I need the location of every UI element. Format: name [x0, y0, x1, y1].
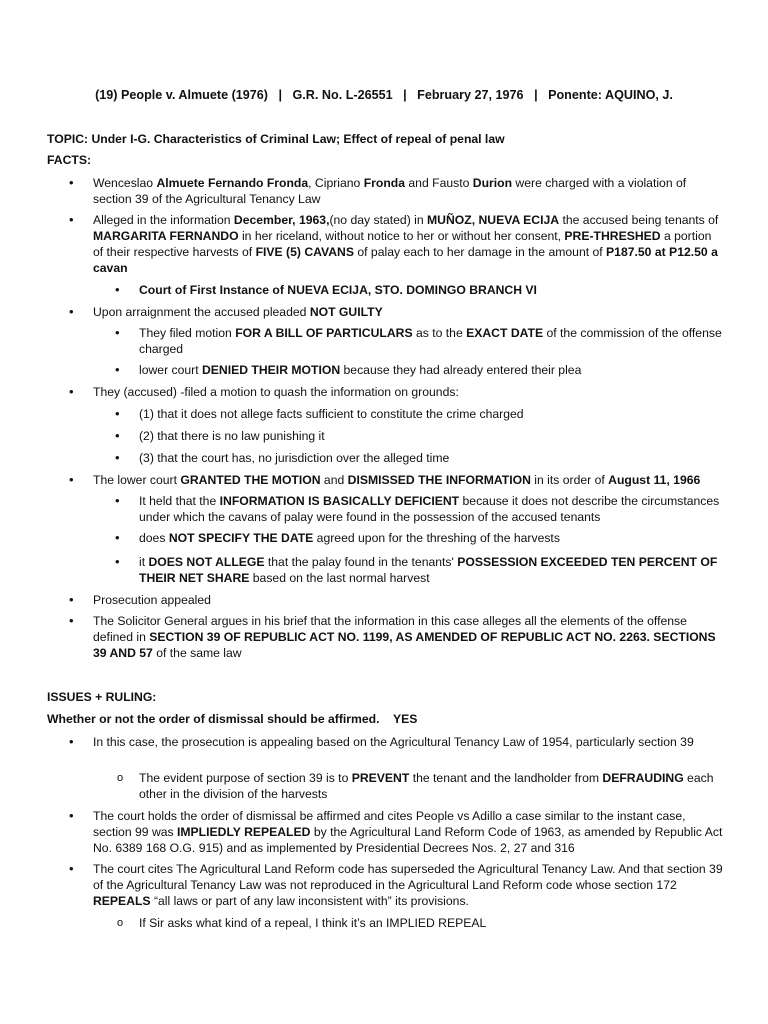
bullet-icon: • — [69, 808, 74, 823]
gr-number: G.R. No. L-26551 — [292, 88, 393, 102]
separator: | — [278, 88, 283, 102]
bullet-icon: • — [69, 592, 74, 607]
list-item: • it DOES NOT ALLEGE that the palay found in the tenants' POSSESSION EXCEEDED TEN PERCENT OF THEIR NET SHARE based on the last normal harvest — [115, 554, 718, 585]
bullet-icon: • — [115, 493, 120, 508]
list-item: • In this case, the prosecution is appealing based on the Agricultural Tenancy Law of 1954, particularly section 39 — [69, 734, 694, 749]
list-item: o If Sir asks what kind of a repeal, I think it’s an IMPLIED REPEAL — [117, 916, 487, 930]
list-item: o The evident purpose of section 39 is to PREVENT the tenant and the landholder from DEFRAUDING each other in the division of the harvests — [117, 771, 714, 801]
circle-bullet-icon: o — [117, 917, 124, 929]
list-item: • (1) that it does not allege facts sufficient to constitute the crime charged — [115, 406, 524, 421]
list-item: • The Solicitor General argues in his brief that the information in this case alleges all the elements of the offense defined in SECTION 39 OF REPUBLIC ACT NO. 1199, AS AMENDED OF REPUBLIC ACT NO. 2263. SECTIONS 39 AND 57 of the same law — [69, 613, 716, 660]
case-title: (19) People v. Almuete (1976) — [95, 88, 268, 102]
bullet-icon: • — [115, 530, 120, 545]
bullet-icon: • — [115, 406, 120, 421]
facts-heading: FACTS: — [47, 153, 92, 167]
list-item: • lower court DENIED THEIR MOTION because they had already entered their plea — [115, 362, 582, 377]
separator: | — [403, 88, 407, 102]
bullet-icon: • — [115, 362, 120, 377]
list-item: • Wenceslao Almuete Fernando Fronda, Cipriano Fronda and Fausto Durion were charged with a violation of section 39 of the Agricultural Tenancy Law — [69, 175, 687, 206]
list-item: • Alleged in the information December, 1963,(no day stated) in MUÑOZ, NUEVA ECIJA the accused being tenants of MARGARITA FERNANDO in her riceland, without notice to her or without her consent, PRE-THRESHED a portion of their respective harvests of FIVE (5) CAVANS of palay each to her damage in the amount of P187.50 at P12.50 a cavan — [69, 212, 719, 275]
bullet-icon: • — [115, 428, 120, 443]
bullet-icon: • — [69, 175, 74, 190]
case-date: February 27, 1976 — [417, 88, 524, 102]
list-item: • The lower court GRANTED THE MOTION and DISMISSED THE INFORMATION in its order of August 11, 1966 — [69, 472, 701, 487]
bullet-icon: • — [69, 304, 74, 319]
list-item: • The court cites The Agricultural Land Reform code has superseded the Agricultural Tenancy Law. And that section 39 of the Agricultural Tenancy Law was not reproduced in the Agricultural Land Reform code whose section 172 REPEALS “all laws or part of any law inconsistent with” its provisions. — [69, 861, 723, 908]
bullet-icon: • — [69, 212, 74, 227]
list-item: • They filed motion FOR A BILL OF PARTICULARS as to the EXACT DATE of the commission of the offense charged — [115, 325, 722, 356]
bullet-icon: • — [69, 472, 74, 487]
case-header — [0, 87, 768, 103]
issues-heading: ISSUES + RULING: — [47, 690, 157, 704]
bullet-icon: • — [69, 861, 74, 876]
bullet-icon: • — [115, 325, 120, 340]
bullet-icon: • — [115, 450, 120, 465]
list-item: • It held that the INFORMATION IS BASICALLY DEFICIENT because it does not describe the circumstances under which the cavans of palay were found in the possession of the accused tenants — [115, 493, 720, 524]
bullet-icon: • — [69, 734, 74, 749]
circle-bullet-icon: o — [117, 772, 124, 784]
list-item: • The court holds the order of dismissal be affirmed and cites People vs Adillo a case similar to the instant case, section 99 was IMPLIEDLY REPEALED by the Agricultural Land Reform Code of 1963, as amended by Republic Act No. 6389 168 O.G. 915) and as implemented by Presidential Decrees Nos. 2, 27 and 316 — [69, 808, 723, 855]
list-item: • They (accused) -filed a motion to quash the information on grounds: — [69, 384, 459, 399]
list-item: • Upon arraignment the accused pleaded NOT GUILTY — [69, 304, 383, 319]
topic-line: TOPIC: Under I-G. Characteristics of Criminal Law; Effect of repeal of penal law — [47, 132, 505, 146]
separator: | — [534, 88, 538, 102]
bullet-icon: • — [69, 384, 74, 399]
list-item: • Court of First Instance of NUEVA ECIJA, STO. DOMINGO BRANCH VI — [115, 282, 537, 297]
bullet-icon: • — [115, 554, 120, 569]
issue-question: Whether or not the order of dismissal should be affirmed. YES — [47, 712, 418, 726]
bullet-icon: • — [115, 282, 120, 297]
list-item: • (2) that there is no law punishing it — [115, 428, 325, 443]
list-item: • does NOT SPECIFY THE DATE agreed upon for the threshing of the harvests — [115, 530, 560, 545]
list-item: • (3) that the court has, no jurisdiction over the alleged time — [115, 450, 450, 465]
ponente: Ponente: AQUINO, J. — [548, 88, 673, 102]
bullet-icon: • — [69, 613, 74, 628]
list-item: • Prosecution appealed — [69, 592, 211, 607]
